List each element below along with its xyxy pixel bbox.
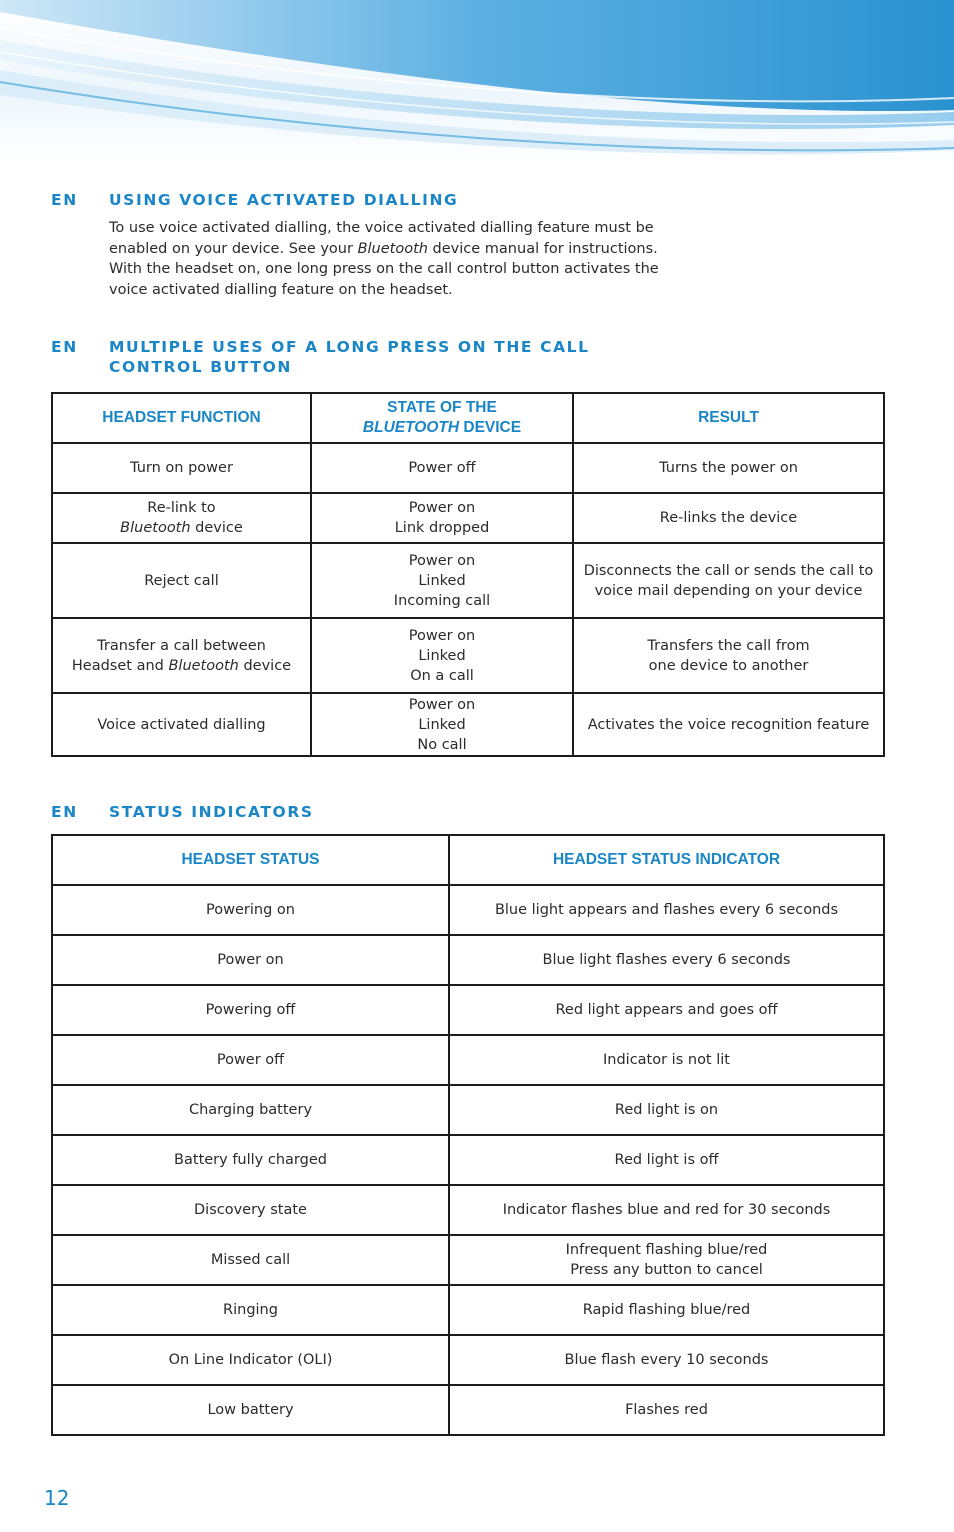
table-cell: [449, 1135, 884, 1185]
text-run: HEADSET FUNCTION: [102, 409, 261, 426]
text-line: [578, 715, 879, 735]
text-run: Transfers the call from: [647, 637, 810, 654]
text-line: [57, 656, 306, 676]
text-line: [316, 715, 568, 735]
text-line: [57, 1150, 444, 1170]
text-run: Voice activated dialling: [97, 716, 266, 733]
italic-text: BLUETOOTH: [362, 419, 460, 436]
table-cell: [52, 1285, 449, 1335]
text-line: [454, 1240, 879, 1260]
section-heading-status-indicators: [51, 802, 769, 822]
text-line: [316, 398, 568, 418]
text-run: Missed call: [210, 1252, 291, 1268]
text-run: Charging battery: [188, 1102, 313, 1118]
text-line: [57, 1050, 444, 1070]
text-line: [316, 571, 568, 591]
text-run: Power on: [408, 627, 476, 644]
long-press-table: [51, 392, 885, 757]
text-line: [57, 1200, 444, 1220]
text-line: [109, 218, 689, 239]
text-run: one device to another: [648, 657, 809, 674]
text-line: [57, 950, 444, 970]
text-run: DEVICE: [459, 419, 522, 436]
text-line: [57, 1250, 444, 1270]
text-line: [316, 458, 568, 478]
table-cell: [311, 693, 573, 756]
text-line: [57, 1400, 444, 1420]
text-run: voice mail depending on your device: [594, 582, 863, 599]
section-title: STATUS INDICATORS: [109, 803, 314, 821]
section-heading-voice-dialling: [51, 190, 769, 210]
text-run: Incoming call: [393, 592, 491, 609]
table-cell: [449, 1085, 884, 1135]
table-cell: [52, 443, 311, 493]
text-line: [454, 1350, 879, 1370]
italic-text: Bluetooth: [168, 657, 239, 674]
table-cell: [52, 543, 311, 618]
table-cell: [52, 693, 311, 756]
text-run: voice activated dialling feature on the headset.: [109, 281, 453, 298]
text-run: Blue light flashes every 6 seconds: [542, 952, 791, 968]
text-run: Rapid flashing blue/red: [582, 1302, 751, 1318]
table-cell: [311, 443, 573, 493]
text-line: [578, 656, 879, 676]
text-line: [316, 518, 568, 538]
text-run: Press any button to cancel: [570, 1262, 763, 1278]
language-label: EN: [51, 803, 78, 821]
table-cell: [52, 935, 449, 985]
text-run: Blue light appears and flashes every 6 seconds: [494, 902, 839, 918]
text-line: [578, 581, 879, 601]
table-cell: [573, 443, 884, 493]
table-cell: [311, 618, 573, 693]
text-run: Re-link to: [147, 500, 216, 516]
text-run: Activates the voice recognition feature: [587, 716, 870, 733]
table-cell: [449, 1185, 884, 1235]
table-cell: [52, 1135, 449, 1185]
text-run: Red light is off: [614, 1152, 719, 1168]
text-run: Power on: [408, 552, 476, 569]
language-label: EN: [51, 338, 78, 356]
text-line: [454, 1050, 879, 1070]
header-wave-banner: [0, 0, 954, 165]
text-line: [454, 1400, 879, 1420]
text-line: [454, 950, 879, 970]
text-line: [454, 900, 879, 920]
text-run: Infrequent flashing blue/red: [565, 1242, 768, 1258]
text-line: [316, 498, 568, 518]
text-line: [57, 518, 306, 538]
text-run: Transfer a call between: [97, 637, 266, 654]
text-run: Low battery: [207, 1402, 294, 1418]
column-header: [52, 835, 449, 885]
table-cell: [52, 1385, 449, 1435]
text-line: [109, 259, 689, 280]
text-run: Headset and: [71, 657, 169, 674]
text-line: [316, 646, 568, 666]
table-row: [52, 618, 884, 693]
text-run: No call: [417, 736, 467, 753]
table-row: [52, 885, 884, 935]
table-cell: [449, 1235, 884, 1285]
text-run: On Line Indicator (OLI): [168, 1352, 333, 1368]
column-header: [52, 393, 311, 443]
text-run: STATE OF THE: [387, 399, 497, 416]
text-line: [109, 239, 689, 260]
text-line: [57, 850, 444, 870]
table-cell: [52, 885, 449, 935]
text-line: [316, 695, 568, 715]
text-line: [454, 1260, 879, 1280]
table-cell: [573, 618, 884, 693]
text-line: [454, 850, 879, 870]
table-cell: [52, 493, 311, 543]
text-run: Indicator flashes blue and red for 30 seconds: [502, 1202, 831, 1218]
table-cell: [52, 1035, 449, 1085]
language-label: EN: [51, 191, 78, 209]
text-run: Link dropped: [394, 520, 490, 536]
table-cell: [52, 1185, 449, 1235]
text-run: Power on: [217, 952, 284, 968]
text-run: Power on: [408, 696, 476, 713]
text-run: Re-links the device: [659, 510, 798, 526]
table-cell: [449, 1385, 884, 1435]
table-row: [52, 1385, 884, 1435]
text-run: With the headset on, one long press on the call control button activates the: [109, 261, 659, 277]
table-row: [52, 443, 884, 493]
italic-text: Bluetooth: [357, 240, 428, 257]
table-cell: [311, 493, 573, 543]
table-cell: [311, 543, 573, 618]
voice-dialling-instructions: [109, 218, 689, 300]
table-row: [52, 1235, 884, 1285]
text-line: [316, 591, 568, 611]
section-title: [109, 337, 769, 377]
column-header: [311, 393, 573, 443]
table-row: [52, 1185, 884, 1235]
table-cell: [449, 985, 884, 1035]
text-line: [57, 458, 306, 478]
text-run: Linked: [418, 716, 466, 733]
status-indicators-table: [51, 834, 885, 1436]
text-run: On a call: [410, 667, 474, 684]
table-row: [52, 1335, 884, 1385]
table-row: [52, 1035, 884, 1085]
text-line: [578, 508, 879, 528]
text-run: Disconnects the call or sends the call to: [583, 562, 874, 579]
text-run: To use voice activated dialling, the voice activated dialling feature must be: [109, 220, 654, 236]
text-line: [578, 636, 879, 656]
text-line: [578, 408, 879, 428]
text-line: [57, 498, 306, 518]
column-header: [573, 393, 884, 443]
text-run: HEADSET STATUS INDICATOR: [552, 851, 781, 868]
text-line: [316, 626, 568, 646]
text-run: Power on: [408, 500, 476, 516]
text-run: Red light is on: [614, 1102, 719, 1118]
text-run: Flashes red: [625, 1402, 708, 1418]
table-row: [52, 985, 884, 1035]
text-run: Ringing: [223, 1302, 278, 1318]
table-row: [52, 1285, 884, 1335]
text-run: Powering off: [205, 1002, 296, 1018]
text-line: [454, 1150, 879, 1170]
text-line: [57, 636, 306, 656]
text-run: Power off: [216, 1052, 285, 1068]
table-cell: [449, 935, 884, 985]
table-cell: [52, 1085, 449, 1135]
table-cell: [573, 693, 884, 756]
table-cell: [449, 1035, 884, 1085]
table-row: [52, 1085, 884, 1135]
section-title: USING VOICE ACTIVATED DIALLING: [109, 191, 459, 209]
text-line: [454, 1100, 879, 1120]
table-header-row: [52, 835, 884, 885]
text-run: Turn on power: [130, 460, 233, 476]
text-line: [57, 1000, 444, 1020]
text-line: [57, 408, 306, 428]
section-title-line: CONTROL BUTTON: [109, 358, 292, 376]
text-run: Red light appears and goes off: [555, 1002, 778, 1018]
text-run: Power off: [408, 460, 476, 476]
text-run: Battery fully charged: [174, 1152, 327, 1168]
table-row: [52, 1135, 884, 1185]
text-line: [454, 1200, 879, 1220]
text-run: Blue flash every 10 seconds: [564, 1352, 769, 1368]
table-cell: [573, 543, 884, 618]
table-cell: [449, 1285, 884, 1335]
text-run: HEADSET STATUS: [181, 851, 320, 868]
text-line: [57, 715, 306, 735]
text-line: [316, 735, 568, 755]
text-run: Linked: [418, 572, 466, 589]
page-number: 12: [44, 1486, 70, 1510]
text-line: [316, 551, 568, 571]
section-title-line: MULTIPLE USES OF A LONG PRESS ON THE CALL: [109, 338, 590, 356]
column-header: [449, 835, 884, 885]
text-line: [57, 1350, 444, 1370]
table-row: [52, 543, 884, 618]
text-run: device: [238, 657, 292, 674]
text-line: [454, 1300, 879, 1320]
table-cell: [52, 1235, 449, 1285]
text-line: [578, 458, 879, 478]
text-line: [57, 1300, 444, 1320]
text-line: [57, 1100, 444, 1120]
text-line: [57, 900, 444, 920]
text-run: enabled on your device. See your: [109, 240, 358, 257]
table-header-row: [52, 393, 884, 443]
table-row: [52, 493, 884, 543]
section-heading-long-press: [51, 337, 769, 377]
table-cell: [52, 985, 449, 1035]
text-run: RESULT: [698, 409, 759, 426]
table-cell: [52, 618, 311, 693]
text-line: [316, 418, 568, 438]
table-cell: [449, 885, 884, 935]
text-run: Powering on: [206, 902, 295, 918]
text-run: device manual for instructions.: [427, 240, 658, 257]
text-line: [316, 666, 568, 686]
text-run: Turns the power on: [659, 460, 798, 476]
table-row: [52, 693, 884, 756]
table-cell: [573, 493, 884, 543]
text-run: Linked: [418, 647, 466, 664]
text-run: Reject call: [144, 572, 219, 589]
text-line: [578, 561, 879, 581]
table-row: [52, 935, 884, 985]
text-line: [57, 571, 306, 591]
text-run: Indicator is not lit: [603, 1052, 730, 1068]
table-cell: [52, 1335, 449, 1385]
italic-text: Bluetooth: [120, 520, 191, 536]
text-run: device: [190, 520, 243, 536]
text-line: [109, 280, 689, 301]
table-cell: [449, 1335, 884, 1385]
text-line: [454, 1000, 879, 1020]
text-run: Discovery state: [194, 1202, 307, 1218]
